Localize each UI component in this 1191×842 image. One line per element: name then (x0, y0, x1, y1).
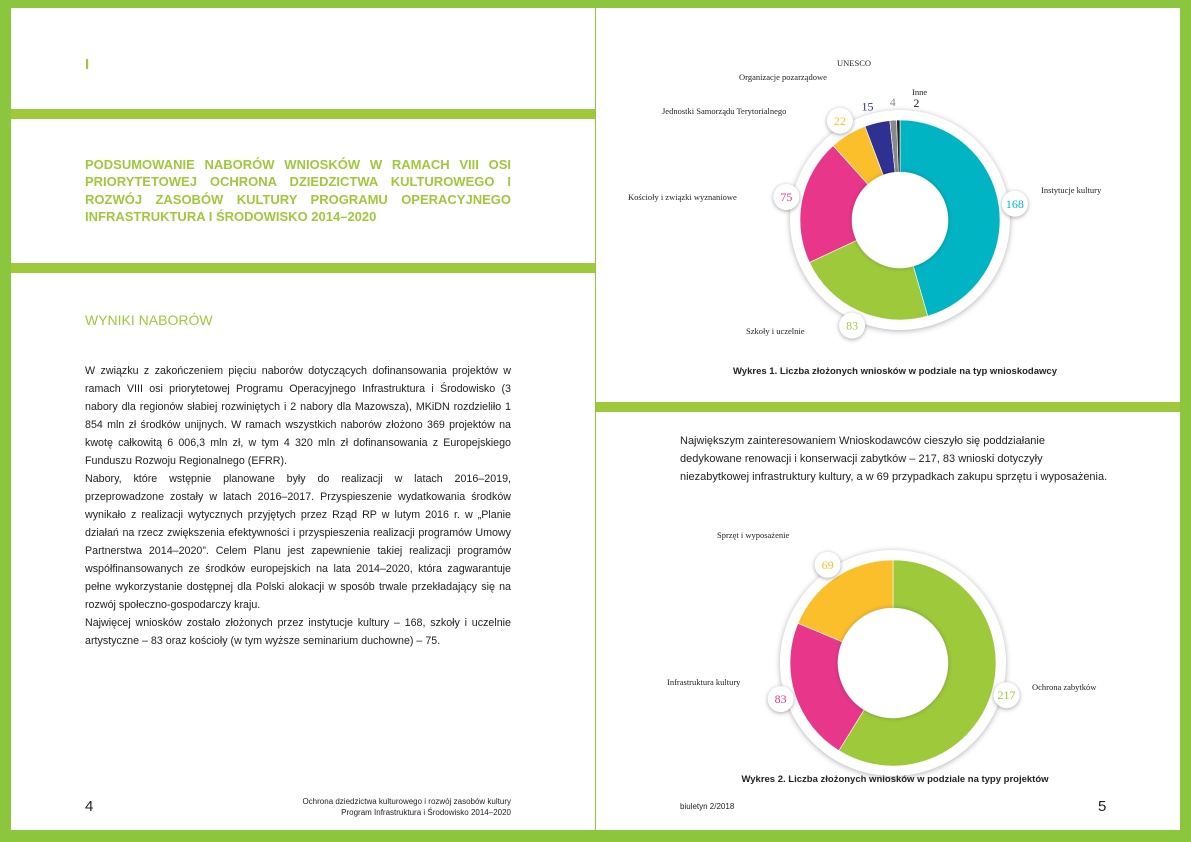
data-label: 83 (846, 318, 859, 333)
paragraph: W związku z zakończeniem pięciu naborów dotyczących dofinansowania projektów w ramach VIII osi priorytetowej Programu Operacyjnego Infrastruktura i Środowisko (3 nabory dla regionów słabiej rozwiniętych i 2 nabory dla Mazowsza), MKiDN rozdzieliło 1 854 mln zł środków unijnych. W ramach wszystkich naborów złożono 369 projektów na kwotę całkowitą 6 006,3 mln zł, w tym 4 320 mln zł dofinansowania z Europejskiego Funduszu Rozwoju Regionalnego (EFRR). (85, 365, 511, 467)
value-badge (913, 96, 919, 110)
chart-applicant-types (770, 90, 1030, 350)
page-number-right: 5 (1098, 798, 1107, 815)
chart-project-types (774, 530, 1020, 770)
value-badge (890, 95, 896, 109)
chart2-caption: Wykres 2. Liczba złożonych wniosków w podziale na typy projektów (741, 774, 1049, 785)
chapter-number: I (85, 56, 90, 73)
value-badge (768, 686, 794, 712)
chart-separator-band (596, 402, 1180, 412)
label-equipment: Sprzęt i wyposażenie (717, 530, 790, 540)
chart-hole (852, 172, 948, 268)
label-churches: Kościoły i związki wyznaniowe (628, 192, 737, 202)
data-label: 168 (1005, 196, 1024, 211)
paragraph: Najwięcej wniosków zostało złożonych przez instytucje kultury – 168, szkoły i uczelnie artystyczne – 83 oraz kościoły (w tym wyższe seminarium duchowne) – 75. (85, 617, 511, 647)
value-badge (839, 313, 865, 339)
chart-hole (838, 608, 948, 718)
title-band-bottom (11, 263, 595, 273)
label-jst: Jednostki Samorządu Terytorialnego (662, 106, 787, 116)
label-unesco: UNESCO (837, 58, 872, 68)
label-ngo: Organizacje pozarządowe (739, 72, 827, 82)
page-number-left: 4 (85, 798, 94, 815)
value-badge (815, 552, 841, 578)
data-label: 2 (913, 96, 920, 111)
label-culture-institutions: Instytucje kultury (1041, 185, 1102, 195)
value-badge (994, 682, 1020, 708)
section-heading: WYNIKI NABORÓW (85, 312, 213, 328)
data-label: 22 (833, 113, 846, 128)
data-label: 4 (889, 95, 896, 110)
footer-line-1: Ochrona dziedzictwa kulturowego i rozwój zasobów kultury (302, 797, 511, 806)
value-badge (861, 100, 873, 114)
value-badge (1002, 191, 1028, 217)
data-label: 83 (774, 692, 787, 707)
label-schools: Szkoły i uczelnie (746, 326, 805, 336)
chart1-caption: Wykres 1. Liczba złożonych wniosków w podziale na typ wnioskodawcy (733, 366, 1057, 377)
value-badge (773, 184, 799, 210)
title-band-top (11, 109, 595, 119)
data-label: 75 (780, 189, 793, 204)
data-label: 217 (997, 688, 1016, 703)
label-infrastructure: Infrastruktura kultury (667, 677, 741, 687)
footer-line-2: Program Infrastruktura i Środowisko 2014–2020 (341, 807, 511, 817)
footer-publication (280, 797, 511, 818)
data-label: 15 (861, 99, 874, 114)
data-label: 69 (821, 557, 834, 572)
body-text (85, 362, 511, 650)
paragraph: Nabory, które wstępnie planowane były do realizacji w latach 2016–2019, przeprowadzone zostały w latach 2016–2017. Przyspieszenie wydatkowania środków wynikało z realizacji wytycznych przyjętych przez Rząd RP w lutym 2016 r. w „Planie działań na rzecz zwiększenia efektywności i przyspieszenia realizacji programów Umowy Partnerstwa 2014–2020”. Celem Planu jest zapewnienie takiej realizacji programów współfinansowanych ze środków europejskich na lata 2014–2020, która zagwarantuje pełne wykorzystanie dostępnej dla Polski alokacji w sposób trwale przekładający się na rozwój społeczno-gospodarczy kraju. (85, 473, 511, 611)
label-heritage: Ochrona zabytków (1032, 682, 1097, 692)
label-other: Inne (912, 87, 928, 97)
value-badge (827, 108, 853, 134)
footer-issue: biuletyn 2/2018 (680, 802, 735, 811)
intro-text: Największym zainteresowaniem Wnioskodawców cieszyło się poddziałanie dedykowane renowacji i konserwacji zabytków – 217, 83 wnioski dotyczyły niezabytkowej infrastruktury kultury, a w 69 przypadkach zakupu sprzętu i wyposażenia. (680, 435, 1108, 483)
page-title: PODSUMOWANIE NABORÓW WNIOSKÓW W RAMACH VIII OSI PRIORYTETOWEJ OCHRONA DZIEDZICTWA KULTUROWEGO I ROZWÓJ ZASOBÓW KULTURY PROGRAMU OPERACYJNEGO INFRASTRUKTURA I ŚRODOWISKO 2014–2020 (85, 157, 511, 224)
